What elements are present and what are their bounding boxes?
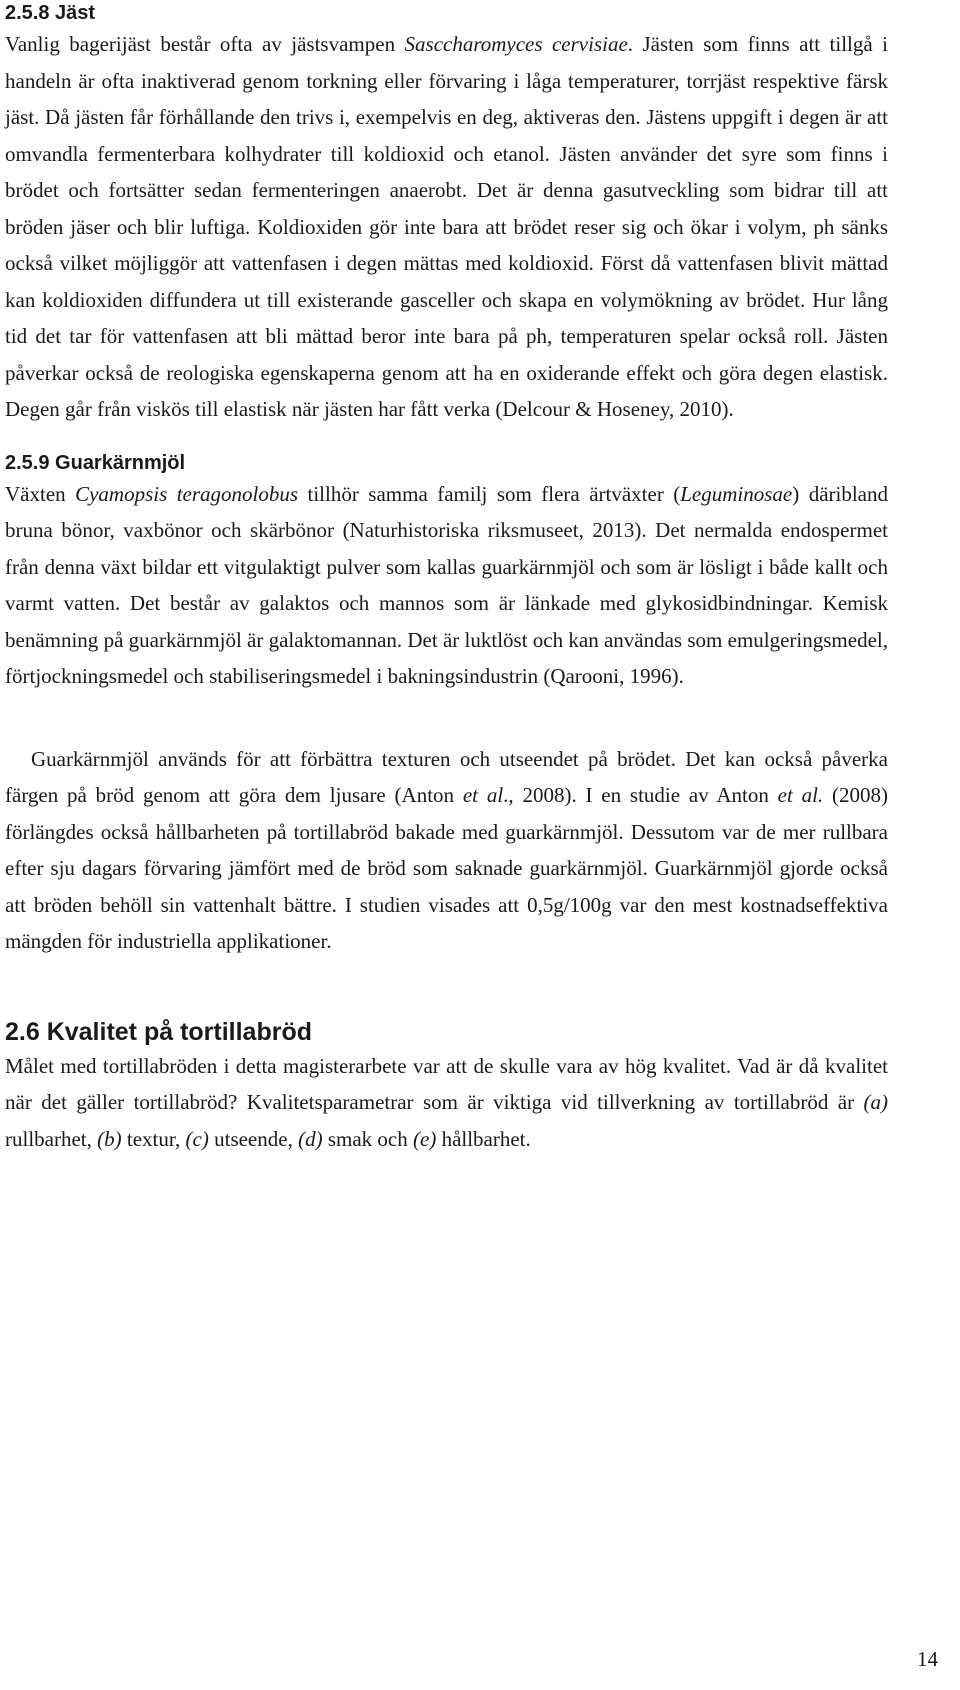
italic-text: Sasccharomyces cervisiae — [404, 32, 628, 56]
text-run: hållbarhet. — [436, 1126, 531, 1151]
text-run: Vanlig bagerijäst består ofta av jästsvampen — [5, 32, 405, 56]
text-run: ., 2008). I en studie av Anton — [503, 783, 778, 807]
paragraph-guarkarnmjol-2 — [5, 741, 888, 960]
italic-text: (c) — [185, 1126, 209, 1151]
italic-text: (e) — [413, 1126, 437, 1151]
text-run: Växten — [5, 481, 76, 506]
text-run: utseende, — [208, 1126, 299, 1151]
italic-text: et al. — [777, 783, 824, 807]
text-run: tillhör samma familj som flera ärtväxter ( — [298, 481, 681, 506]
italic-text: (b) — [97, 1126, 122, 1151]
section-heading-kvalitet: 2.6 Kvalitet på tortillabröd — [5, 1017, 313, 1046]
text-run: Guarkärnmjöl används för att förbättra texturen och utseendet på brödet. Det kan också påverka färgen på bröd genom att göra dem ljusare (Anton — [5, 746, 888, 807]
text-run: Målet med tortillabröden i detta magisterarbete var att de skulle vara av hög kvalitet. Vad är då kvalitet när det gäller tortillabröd? Kvalitetsparametrar som är viktiga vid tillverkning av tortillabröd är — [5, 1053, 888, 1114]
text-run: . Jästen som finns att tillgå i handeln är ofta inaktiverad genom torkning eller förvaring i låga temperaturer, torrjäst respektive färsk jäst. Då jästen får förhållande den trivs i, exempelvis en deg, aktiveras den. Jästens uppgift i degen är att omvandla fermenterbara kolhydrater till koldioxid och etanol. Jästen använder det syre som finns i brödet och fortsätter sedan fermenteringen anaerobt. Det är denna gasutveckling som bidrar till att bröden jäser och blir luftiga. Koldioxiden gör inte bara att brödet reser sig och ökar i volym, ph sänks också vilket möjliggör att vattenfasen i degen mättas med koldioxid. Först då vattenfasen blivit mättad kan koldioxiden diffundera ut till existerande gasceller och skapa en volymökning av brödet. Hur lång tid det tar för vattenfasen att bli mättad beror inte bara på ph, temperaturen spelar också roll. Jästen påverkar också de reologiska egenskaperna genom att ha en oxiderande effekt och göra degen elastisk. Degen går från viskös till elastisk när jästen har fått verka (Delcour & Hoseney, 2010). — [5, 32, 888, 421]
document-page — [5, 0, 888, 1157]
text-run: (2008) förlängdes också hållbarheten på tortillabröd bakade med guarkärnmjöl. Dessutom var de mer rullbara efter sju dagars förvaring jämfört med de bröd som saknade guarkärnmjöl. Guarkärnmjöl gjorde också att bröden behöll sin vattenhalt bättre. I studien visades att 0,5g/100g var den mest kostnadseffektiva mängden för industriella applikationer. — [5, 783, 888, 953]
section-heading-guarkarnmjol: 2.5.9 Guarkärnmjöl — [5, 451, 186, 474]
paragraph-kvalitet — [5, 1048, 888, 1158]
italic-text: Leguminosae — [680, 481, 793, 506]
text-run: rullbarhet, — [5, 1126, 98, 1151]
italic-text: (d) — [298, 1126, 323, 1151]
page-number: 14 — [917, 1647, 938, 1671]
italic-text: (a) — [863, 1090, 888, 1114]
italic-text: et al — [462, 783, 504, 807]
paragraph-guarkarnmjol-1 — [5, 476, 888, 695]
text-run: ) däribland bruna bönor, vaxbönor och skärbönor (Naturhistoriska riksmuseet, 2013). Det nermalda endospermet från denna växt bildar ett vitgulaktigt pulver som kallas guarkärnmjöl och som är lösligt i både kallt och varmt vatten. Det består av galaktos och mannos som är länkade med glykosidbindningar. Kemisk benämning på guarkärnmjöl är galaktomannan. Det är luktlöst och kan användas som emulgeringsmedel, förtjockningsmedel och stabiliseringsmedel i bakningsindustrin (Qarooni, 1996). — [5, 481, 888, 688]
paragraph-jast — [5, 26, 888, 428]
text-run: textur, — [121, 1126, 186, 1151]
section-heading-jast: 2.5.8 Jäst — [5, 2, 96, 24]
text-run: smak och — [322, 1126, 413, 1151]
italic-text: Cyamopsis teragonolobus — [75, 481, 299, 506]
